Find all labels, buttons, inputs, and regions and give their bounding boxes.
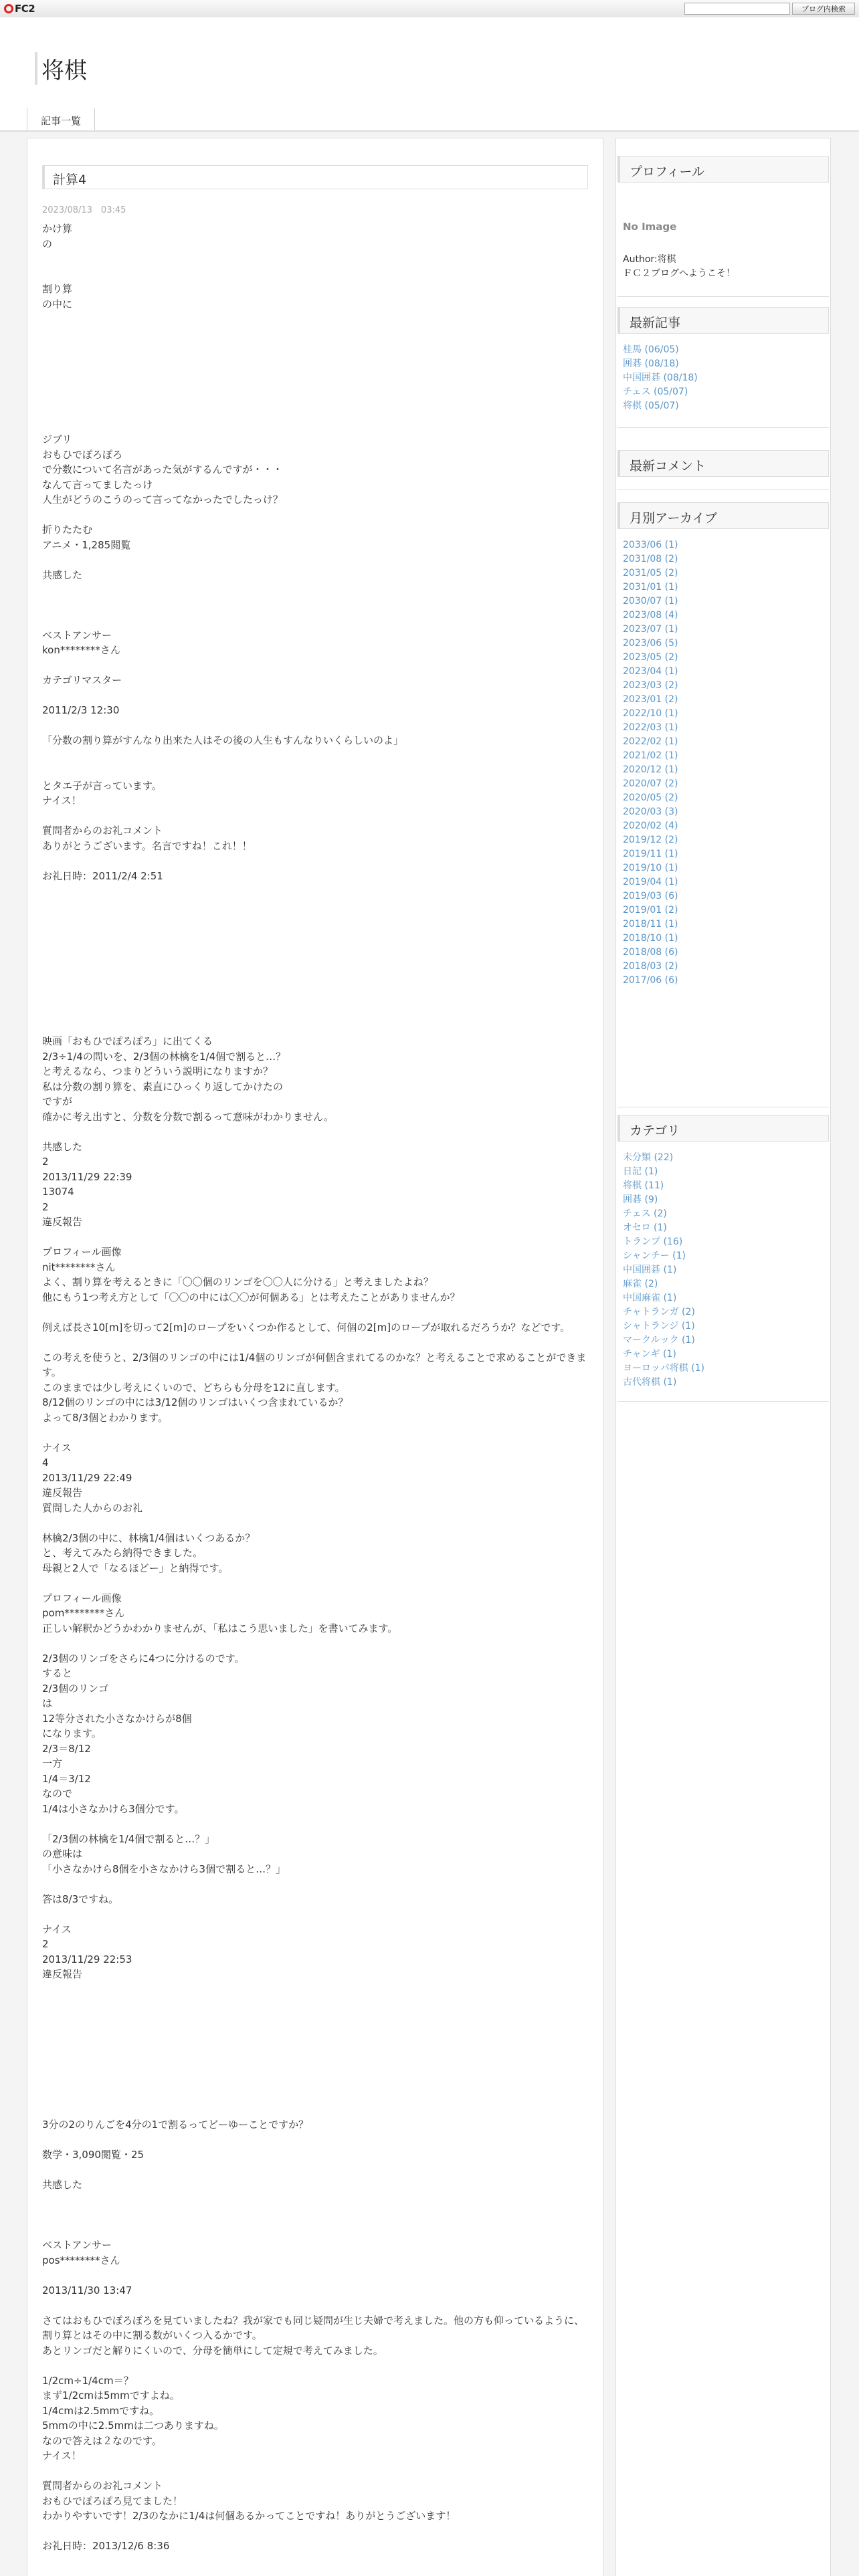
category-link[interactable]: チャトランガ (2)	[623, 1307, 695, 1317]
category-link[interactable]: チャンギ (1)	[623, 1349, 676, 1360]
sidebar-divider	[617, 489, 829, 490]
archive-link[interactable]: 2031/01 (1)	[623, 582, 678, 593]
category-link[interactable]: ヨーロッパ将棋 (1)	[623, 1363, 705, 1374]
archive-link[interactable]: 2018/03 (2)	[623, 961, 678, 972]
archive-link[interactable]: 2033/06 (1)	[623, 540, 678, 550]
category-link[interactable]: マークルック (1)	[623, 1335, 695, 1346]
archives-title-box	[617, 502, 829, 529]
sidebar	[615, 138, 831, 2576]
archive-link[interactable]: 2020/02 (4)	[623, 821, 678, 831]
comments-title: 最新コメント	[630, 459, 706, 473]
category-link[interactable]: 中国麻雀 (1)	[623, 1293, 677, 1303]
category-link[interactable]: チェス (2)	[623, 1208, 667, 1219]
category-link[interactable]: シャンチー (1)	[623, 1251, 686, 1261]
archive-link[interactable]: 2023/05 (2)	[623, 652, 678, 663]
entry-title[interactable]: 計算4	[53, 173, 87, 187]
nav-divider	[0, 130, 859, 132]
profile-author: Author:将棋	[623, 254, 676, 265]
sidebar-divider	[617, 296, 829, 297]
global-nav	[27, 108, 95, 130]
fc2-toolbar	[0, 0, 859, 18]
profile-title-box	[617, 156, 829, 183]
category-link[interactable]: 将棋 (11)	[623, 1180, 664, 1191]
category-link[interactable]: 古代将棋 (1)	[623, 1377, 677, 1388]
entry-date: 2023/08/13 03:45	[42, 205, 126, 215]
archive-link[interactable]: 2023/04 (1)	[623, 666, 678, 677]
recent-entry-link[interactable]: チェス (05/07)	[623, 387, 688, 397]
recent-title: 最新記事	[630, 316, 681, 330]
archive-link[interactable]: 2018/11 (1)	[623, 919, 678, 930]
category-link[interactable]: 麻雀 (2)	[623, 1279, 658, 1289]
archive-link[interactable]: 2019/03 (6)	[623, 891, 678, 901]
category-link[interactable]: 囲碁 (9)	[623, 1194, 658, 1205]
archive-link[interactable]: 2017/06 (6)	[623, 975, 678, 986]
category-link[interactable]: 未分類 (22)	[623, 1152, 674, 1163]
archive-link[interactable]: 2031/08 (2)	[623, 554, 678, 564]
categories-title-box	[617, 1115, 829, 1142]
archive-link[interactable]: 2031/05 (2)	[623, 568, 678, 578]
archive-link[interactable]: 2022/02 (1)	[623, 736, 678, 747]
archive-link[interactable]: 2022/03 (1)	[623, 722, 678, 733]
fc2-logo-icon	[4, 4, 13, 13]
main-content	[27, 138, 603, 2576]
blog-search-button[interactable]: ブログ内検索	[792, 3, 855, 15]
recent-entry-link[interactable]: 桂馬 (06/05)	[623, 344, 679, 355]
blog-title[interactable]: 将棋	[35, 52, 87, 85]
archive-link[interactable]: 2019/04 (1)	[623, 877, 678, 887]
archive-link[interactable]: 2019/12 (2)	[623, 835, 678, 845]
fc2-logo[interactable]	[4, 3, 35, 15]
archive-link[interactable]: 2020/03 (3)	[623, 807, 678, 817]
recent-title-box	[617, 307, 829, 334]
archive-link[interactable]: 2022/10 (1)	[623, 708, 678, 719]
comments-title-box	[617, 450, 829, 477]
archive-link[interactable]: 2018/08 (6)	[623, 947, 678, 958]
archive-link[interactable]: 2023/01 (2)	[623, 694, 678, 705]
recent-entry-link[interactable]: 将棋 (05/07)	[623, 401, 679, 411]
category-list	[623, 1151, 824, 1390]
entry-header	[42, 165, 588, 189]
profile-no-image: No Image	[623, 221, 677, 233]
archive-link[interactable]: 2020/12 (1)	[623, 764, 678, 775]
archives-title: 月別アーカイブ	[630, 511, 717, 526]
archive-link[interactable]: 2021/02 (1)	[623, 750, 678, 761]
archive-link[interactable]: 2018/10 (1)	[623, 933, 678, 944]
archive-link[interactable]: 2023/06 (5)	[623, 638, 678, 649]
nav-entry-list[interactable]: 記事一覧	[41, 115, 82, 127]
archive-link[interactable]: 2023/07 (1)	[623, 624, 678, 635]
blog-header	[0, 17, 859, 132]
archive-link[interactable]: 2020/07 (2)	[623, 778, 678, 789]
fc2-logo-text: FC2	[15, 3, 35, 15]
profile-title: プロフィール	[630, 165, 705, 179]
entry-body: かけ算 の 割り算 の中に ジブリ おもひでぽろぽろ で分数について名言があった気がするんですが・・・ なんて言ってましたっけ 人生がどうのこうのって言ってなかったでしたっけ？ 折りたたむ アニメ・1,285閲覧 共感した ベストアンサー kon********さん カテゴリマスター 2011/2/3 12:30 「分数の割り算がすんなり出来た人はその後の人生もすんなりいくらしいのよ」 とタエ子が言っています。 ナイス！ 質問者からのお礼コメント ありがとうございます。名言ですね！これ！！ お礼日時：2011/2/4 2:51 映画「おもひでぽろぽろ」に出てくる 2/3÷1/4の問いを、2/3個の林檎を1/4個で割ると…？ と考えるなら、つまりどういう説明になりますか？ 私は分数の割り算を、素直にひっくり返してかけたの ですが 確かに考え出すと、分数を分数で割るって意味がわかりません。 共感した 2 2013/11/29 22:39 13074 2 違反報告 プロフィール画像 nit********さん よく、割り算を考えるときに「〇〇個のリンゴを〇〇人に分ける」と考えましたよね？ 他にもう1つ考え方として「〇〇の中には〇〇が何個ある」とは考えたことがありませんか？ 例えば長さ10[m]を切って2[m]のロープをいくつか作るとして、何個の2[m]のロープが取れるだろうか？などです。 この考えを使うと、2/3個のリンゴの中には1/4個のリンゴが何個含まれてるのかな？と考えることで求めることができます。 このままでは少し考えにくいので、どちらも分母を12に直します。 8/12個のリンゴの中には3/12個のリンゴはいくつ含まれているか？ よって8/3個とわかります。 ナイス 4 2013/11/29 22:49 違反報告 質問した人からのお礼 林檎2/3個の中に、林檎1/4個はいくつあるか？ と、考えてみたら納得できました。 母親と2人で「なるほどー」と納得です。 プロフィール画像 pom********さん 正しい解釈かどうかわかりませんが、「私はこう思いました」を書いてみます。 2/3個のリンゴをさらに4つに分けるのです。 すると 2/3個のリンゴ は 12等分された小さなかけらが8個 になります。 2/3＝8/12 一方 1/4＝3/12 なので 1/4は小さなかけら3個分です。 「2/3個の林檎を1/4個で割ると…？」 の意味は 「小さなかけら8個を小さなかけら3個で割ると…？」 答は8/3ですね。 ナイス 2 2013/11/29 22:53 違反報告 3分の2のりんごを4分の1で割るってどーゆーことですか？ 数学・3,090閲覧・25 共感した ベストアンサー pos********さん 2013/11/30 13:47 さてはおもひでぽろぽろを見ていましたね？我が家でも同じ疑問が生じ夫婦で考えました。他の方も仰っているように、割り算とはその中に割る数がいくつ入るかです。 あとリンゴだと解りにくいので、分母を簡単にして定規で考えてみました。 1/2cm÷1/4cm＝？ まず1/2cmは5mmですよね。 1/4cmは2.5mmですね。 5mmの中に2.5mmは二つありますね。 なので答えは２なのです。 ナイス！ 質問者からのお礼コメント おもひでぽろぽろ見てました！ わかりやすいです！2/3のなかに1/4は何個あるかってことですね！ありがとうございます！ お礼日時：2013/12/6 8:36	[42, 223, 587, 2552]
profile-body	[623, 220, 824, 281]
archive-link[interactable]: 2023/03 (2)	[623, 680, 678, 691]
recent-entry-link[interactable]: 中国囲碁 (08/18)	[623, 372, 698, 383]
archive-link[interactable]: 2019/11 (1)	[623, 849, 678, 859]
categories-title: カテゴリ	[630, 1123, 680, 1138]
archive-link[interactable]: 2019/01 (2)	[623, 905, 678, 916]
category-link[interactable]: 日記 (1)	[623, 1166, 658, 1177]
archive-list	[623, 538, 824, 988]
category-link[interactable]: シャトランジ (1)	[623, 1321, 695, 1331]
category-link[interactable]: 中国囲碁 (1)	[623, 1265, 677, 1275]
archive-link[interactable]: 2020/05 (2)	[623, 792, 678, 803]
archive-link[interactable]: 2019/10 (1)	[623, 863, 678, 873]
category-link[interactable]: トランプ (16)	[623, 1237, 683, 1247]
recent-list	[623, 343, 824, 413]
category-link[interactable]: オセロ (1)	[623, 1222, 667, 1233]
profile-intro: ＦＣ２ブログへようこそ！	[623, 268, 735, 279]
sidebar-divider	[617, 427, 829, 428]
blog-search-input[interactable]	[684, 3, 790, 15]
archive-link[interactable]: 2023/08 (4)	[623, 610, 678, 621]
recent-entry-link[interactable]: 囲碁 (08/18)	[623, 358, 679, 369]
archive-link[interactable]: 2030/07 (1)	[623, 596, 678, 607]
sidebar-divider	[617, 1401, 829, 1402]
